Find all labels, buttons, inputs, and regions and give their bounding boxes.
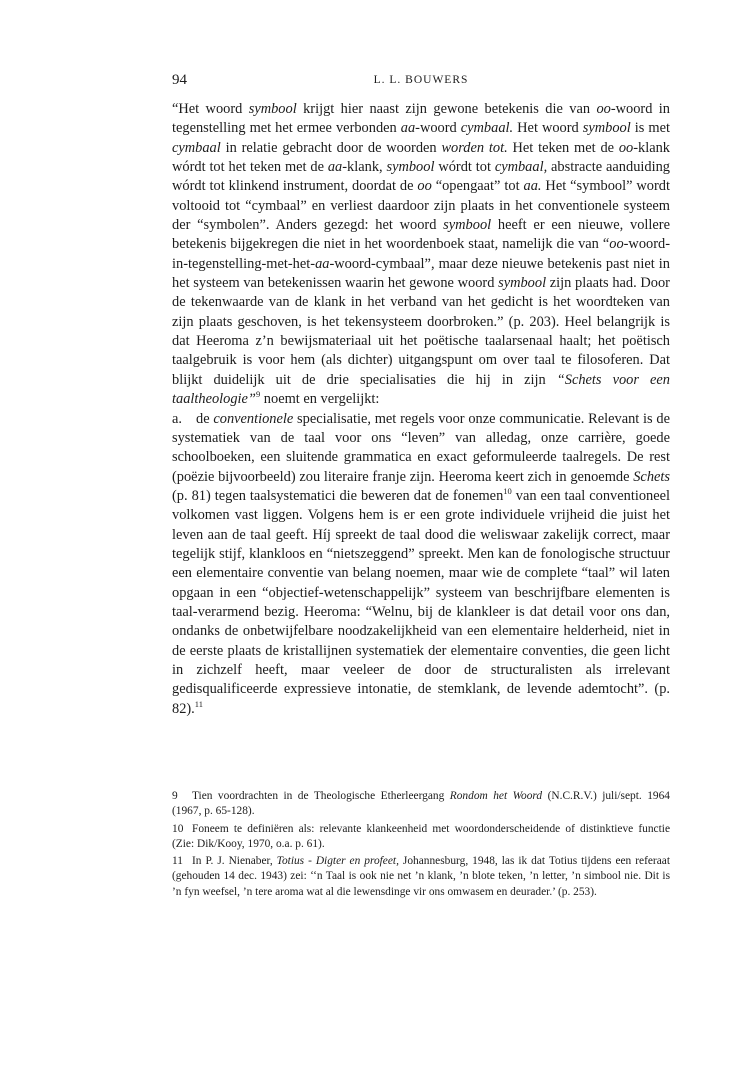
footnote-text: Foneem te definiëren als: relevante klankeenheid met woordonderscheidende of distinktieve functie (Zie: Dik/Kooy, 1970, o.a. p. 61). [172,822,670,850]
page-number: 94 [172,72,187,88]
italic-text: symbool [443,217,492,234]
italic-text: aa [327,159,343,176]
italic-text: conventionele [213,410,294,427]
italic-text: oo [417,178,432,195]
paragraph: “Het woord symbool krijgt hier naast zijn gewone betekenis die van oo-woord in tegenstelling met het ermee verbonden aa-woord cymbaal. Het woord symbool is met cymbaal in relatie gebracht door de woorden worden tot. Het teken met de oo-klank wórdt tot het teken met de aa-klank, symbool wórdt tot cymbaal, abstracte aanduiding wórdt tot klinkend instrument, doordat de oo “opengaat” tot aa. Het “symbool” wordt voltooid tot “cymbaal” en verliest daardoor zijn plaats in het conventionele systeem der “symbolen”. Anders gezegd: het woord symbool heeft er een nieuwe, vollere betekenis bijgekregen die niet in het woordenboek staat, namelijk die van “oo-woord-in-tegenstelling-met-het-aa-woord-cymbaal”, maar deze nieuwe betekenis past niet in het systeem van betekenissen waarin het gewone woord symbool zijn plaats had. Door de tekenwaarde van de klank in het verband van het gedicht is het woordteken van zijn plaats geschoven, is het tekensysteem doorbroken.” (p. 203). Heel belangrijk is dat Heeroma z’n bewijsmateriaal uit het poëtische taalarsenaal haalt; het poëtisch taalgebruik is voor hem (als dichter) uitgangspunt om over taal te filosoferen. Dat blijkt duidelijk uit de drie specialisaties die hij in zijn “Schets voor een taaltheologie”$^9$ noemt en vergelijkt: [172,101,671,408]
page-header [172,72,670,92]
list-item-a [172,410,670,720]
footnote [172,822,670,853]
italic-text: cymbaal. [460,120,514,137]
italic-text: “Schets voor een taaltheologie” [172,371,671,408]
footnote-number: 10 [172,822,184,835]
footnotes [172,789,670,902]
body-text [172,100,670,719]
list-marker: a. [172,410,182,427]
list-item-text: de conventionele specialisatie, met regels voor onze communicatie. Relevant is de systematiek van de taal voor ons “leven” van alledag, onze carrière, goede schoolboeken, een sluitende grammatica en exact geformuleerde taalregels. De rest (poëzie bijvoorbeeld) zou literaire franje zijn. Heeroma keert zich in genoemde Schets (p. 81) tegen taalsystematici die beweren dat de fonemen$^{10}$ van een taal conventioneel volkomen vast liggen. Volgens hem is er een grote individuele vrijheid die juist het leven aan de taal geeft. Híj spreekt de taal dood die weliswaar zakelijk correct, maar tegelijk stijf, klankloos en “nietszeggend” spreekt. Men kan de fonologische structuur een elementaire conventie van belang noemen, maar wie de complete “taal” wil laten opgaan in een “objectief-wetenschappelijk” systeem van beschrijfbare elementen is taal-verarmend bezig. Heeroma: “Welnu, bij de klankleer is dat detail voor ons dan, ondanks de onbetwijfelbare noodzakelijkheid van een elementaire helderheid, niet in de eerste plaats de kristallijnen systematiek der elementaire conventies, die geen licht in zichzelf heeft, maar veeleer de door de structuralisten als irrelevant gedisqualificeerde expressieve intonatie, de stemklank, de levende ademtocht”. (p. 82).$^{11}$ [172,410,670,717]
footnote-ref: 9 [255,389,261,400]
footnote-ref: 11 [194,698,203,709]
footnote-ref: 10 [503,486,512,497]
italic-text: cymbaal [172,139,221,156]
italic-text: symbool [248,101,297,117]
running-head: L. L. BOUWERS [373,74,469,86]
italic-text: Totius - Digter en profeet, [276,855,399,868]
footnote-text: Tien voordrachten in de Theologische Etherleergang Rondom het Woord (N.C.R.V.) juli/sept. 1964 (1967, p. 65-128). [172,790,670,818]
italic-text: oo [596,101,611,117]
footnote [172,789,670,820]
italic-text: oo [618,139,634,156]
italic-text: worden tot. [441,139,508,156]
italic-text: cymbaal, [494,159,548,176]
italic-text: symbool [386,159,435,176]
footnote-number: 11 [172,855,183,868]
italic-text: Rondom het Woord [449,790,543,802]
italic-text: aa [400,120,416,137]
italic-text: aa [315,255,330,272]
italic-text: aa. [523,178,542,195]
footnote-number: 9 [172,790,178,802]
italic-text: symbool [582,120,631,137]
italic-text: oo [609,236,624,253]
footnote-text: In P. J. Nienaber, Totius - Digter en profeet, Johannesburg, 1948, las ik dat Totius tijdens een referaat (gehouden 14 dec. 1943) zei: ‘‘n Taal is ook nie net ’n klank, ’n blote teken, ’n letter, ’n simbool nie. Dit is ’n fyn weefsel, ’n tere aroma wat al die lewensdinge vir ons omwasem en deurader.’ (p. 253). [172,855,670,898]
italic-text: Schets [633,468,670,485]
italic-text: symbool [498,275,547,292]
footnote [172,854,670,900]
